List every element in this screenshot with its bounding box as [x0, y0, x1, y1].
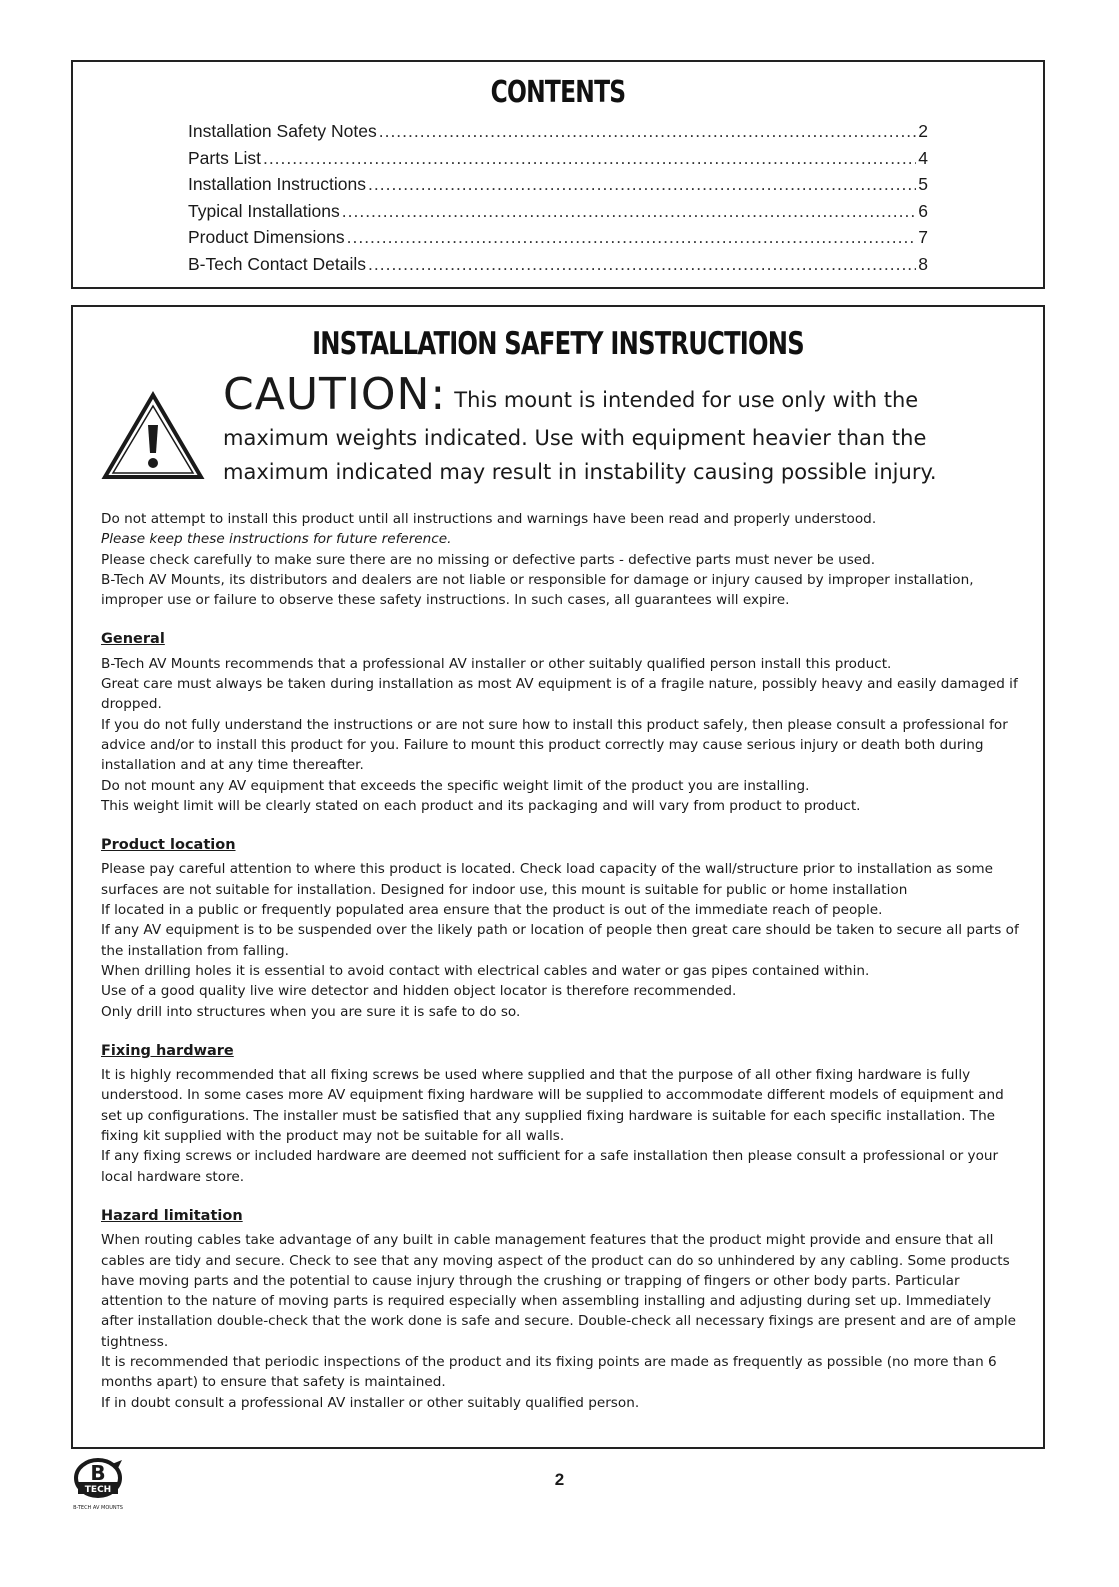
section-paragraph: Great care must always be taken during installation as most AV equipment is of a fragile nature, possibly heavy and easily damaged if dropped. [101, 676, 1018, 713]
toc-entry[interactable] [188, 145, 928, 172]
toc-page-number: 5 [918, 174, 928, 194]
section-heading-fixing-hardware: Fixing hardware [101, 1042, 234, 1059]
section-heading-general: General [101, 631, 165, 648]
section-paragraph: If any AV equipment is to be suspended over the likely path or location of people then great care should be taken to secure all parts of the installation from falling. [101, 922, 1019, 959]
logo-letter: B [90, 1461, 106, 1485]
intro-paragraph: Please check carefully to make sure there are no missing or defective parts - defective parts must never be used. [101, 551, 876, 568]
section-heading-product-location: Product location [101, 837, 236, 854]
caution-word: CAUTION: [223, 369, 447, 420]
caution-line: maximum indicated may result in instability causing possible injury. [223, 460, 937, 484]
intro-paragraph: Do not attempt to install this product until all instructions and warnings have been read and properly understood. [101, 511, 877, 527]
toc-page-number: 2 [918, 121, 928, 141]
section-paragraph: If in doubt consult a professional AV installer or other suitably qualified person. [101, 1394, 640, 1411]
caution-line: This mount is intended for use only with the [454, 388, 919, 412]
toc-page-number: 7 [918, 227, 928, 247]
safety-title: INSTALLATION SAFETY INSTRUCTIONS [312, 326, 804, 362]
toc-leader-dots [263, 145, 916, 172]
section-paragraph: If you do not fully understand the instructions or are not sure how to install this product safely, then please consult a professional for advice and/or to install this product for you. Failure to mount this product correctly may cause serious injury or death both during installation and at any time thereafter. [101, 716, 1008, 774]
toc-page-number: 4 [918, 147, 928, 168]
safety-body [101, 509, 1021, 1413]
toc-entry[interactable] [188, 171, 928, 198]
toc-label: Installation Safety Notes [188, 121, 377, 141]
toc-leader-dots [342, 198, 917, 225]
section-paragraph: This weight limit will be clearly stated on each product and its packaging and will vary from product to product. [101, 797, 861, 814]
toc-label: Parts List [188, 147, 261, 168]
section-paragraph: Only drill into structures when you are sure it is safe to do so. [101, 1003, 521, 1020]
intro-paragraph: Please keep these instructions for future reference. [101, 531, 452, 548]
toc-label: Product Dimensions [188, 227, 345, 247]
section-paragraph: If located in a public or frequently populated area ensure that the product is out of the immediate reach of people. [101, 902, 883, 919]
caution-notice [101, 369, 1001, 489]
section-paragraph: When routing cables take advantage of any built in cable management features that the product might provide and ensure that all cables are tidy and secure. Check to see that any moving aspect of the product can do so unhindered by any cabling. Some products have moving parts and the potential to cause injury through the crushing or trapping of fingers or other body parts. Particular attention to the nature of moving parts is required especially when assembling installing and adjusting during set up. Immediately after installation double-check that the work done is safe and secure. Double-check all necessary fixings are present and are of ample tightness. [101, 1232, 1016, 1350]
section-paragraph: It is recommended that periodic inspections of the product and its fixing points are made as frequently as possible (no more than 6 months apart) to ensure that safety is maintained. [101, 1353, 997, 1391]
toc-label: Installation Instructions [188, 174, 367, 194]
section-paragraph: Use of a good quality live wire detector and hidden object locator is therefore recommended. [101, 983, 737, 1000]
logo-tagline: B-TECH AV MOUNTS [73, 1505, 123, 1511]
warning-triangle-icon [101, 391, 205, 481]
toc-page-number: 8 [918, 253, 928, 274]
intro-paragraph: B-Tech AV Mounts, its distributors and dealers are not liable or responsible for damage or injury caused by improper installation, improper use or failure to observe these safety instructions. In such cases, all guarantees will expire. [101, 571, 974, 609]
toc-label: B-Tech Contact Details [188, 253, 366, 274]
contents-box [71, 60, 1045, 289]
safety-instructions-box [71, 305, 1045, 1449]
table-of-contents [188, 118, 928, 277]
toc-leader-dots [379, 118, 917, 145]
section-paragraph: If any fixing screws or included hardware are deemed not sufficient for a safe installation then please consult a professional or your local hardware store. [101, 1148, 999, 1185]
toc-entry[interactable] [188, 224, 928, 251]
toc-entry[interactable] [188, 118, 928, 145]
toc-page-number: 6 [918, 200, 928, 221]
section-paragraph: When drilling holes it is essential to avoid contact with electrical cables and water or gas pipes contained within. [101, 962, 870, 979]
toc-leader-dots [368, 171, 916, 198]
caution-text [223, 369, 1003, 489]
section-paragraph: Do not mount any AV equipment that exceeds the specific weight limit of the product you are installing. [101, 777, 810, 794]
contents-title: CONTENTS [490, 75, 626, 110]
page-number: 2 [554, 1470, 565, 1489]
section-paragraph: B-Tech AV Mounts recommends that a professional AV installer or other suitably qualified person install this product. [101, 655, 892, 672]
section-paragraph: It is highly recommended that all fixing screws be used where supplied and that the purpose of all other fixing hardware is fully understood. In some cases more AV equipment fixing hardware will be supplied to accommodate different models of equipment and set up configurations. The installer must be satisfied that any supplied fixing hardware is suitable for each specific installation. The fixing kit supplied with the product may not be suitable for all walls. [101, 1067, 1004, 1145]
toc-leader-dots [347, 224, 917, 251]
section-heading-hazard-limitation: Hazard limitation [101, 1207, 243, 1224]
logo-subtext: TECH [84, 1485, 112, 1495]
toc-label: Typical Installations [188, 200, 340, 221]
toc-entry[interactable] [188, 251, 928, 278]
toc-entry[interactable] [188, 198, 928, 225]
caution-line: maximum weights indicated. Use with equipment heavier than the [223, 426, 927, 450]
toc-leader-dots [368, 251, 916, 278]
section-paragraph: Please pay careful attention to where this product is located. Check load capacity of the wall/structure prior to installation as some surfaces are not suitable for installation. Designed for indoor use, this mount is suitable for public or home installation [101, 861, 994, 898]
